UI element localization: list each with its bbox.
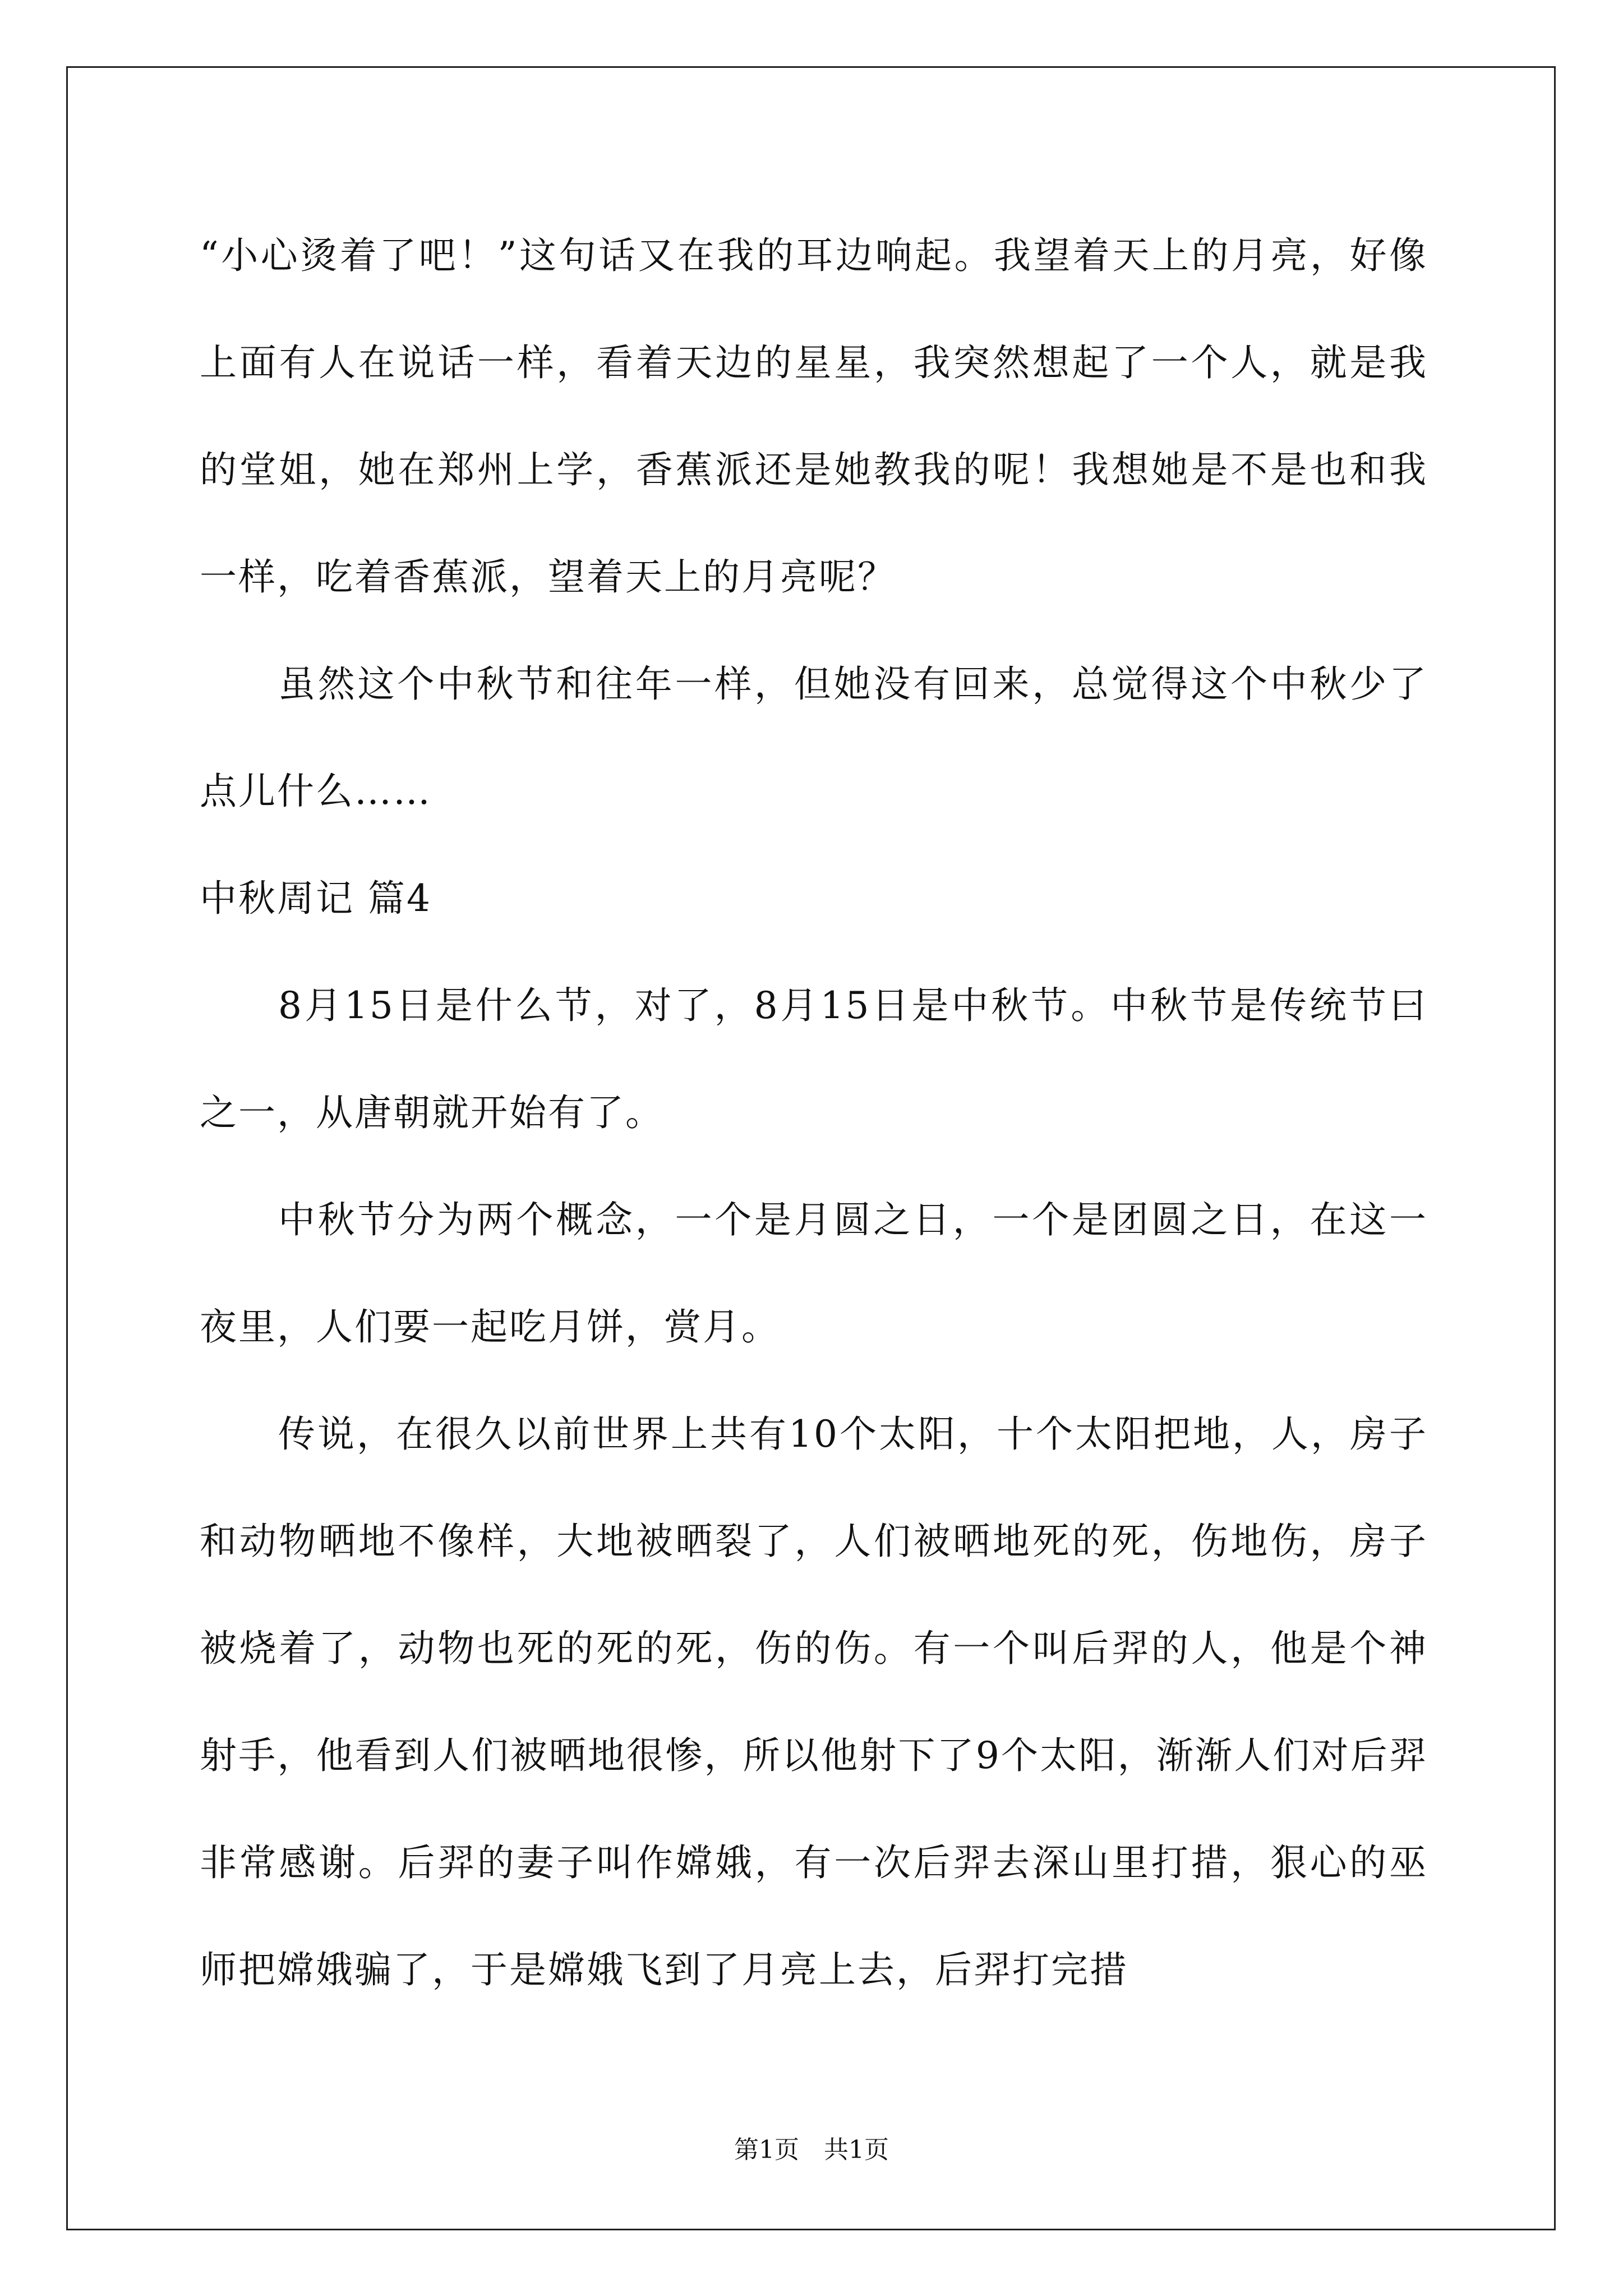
paragraph: 虽然这个中秋节和往年一样，但她没有回来，总觉得这个中秋少了点儿什么…… bbox=[200, 662, 1428, 813]
paragraph: 中秋节分为两个概念，一个是月圆之日，一个是团圆之日，在这一夜里，人们要一起吃月饼，赏月。 bbox=[200, 1198, 1428, 1349]
paragraph: 8月15日是什么节，对了，8月15日是中秋节。中秋节是传统节曰之一，从唐朝就开始有了。 bbox=[200, 984, 1428, 1134]
paragraph: “小心烫着了吧！”这句话又在我的耳边响起。我望着天上的月亮，好像上面有人在说话一样，看着天边的星星，我突然想起了一个人，就是我的堂姐，她在郑州上学，香蕉派还是她教我的呢！我想她是不是也和我一样，吃着香蕉派，望着天上的月亮呢？ bbox=[200, 234, 1428, 599]
document-body bbox=[200, 202, 1428, 2023]
paragraph: 传说，在很久以前世界上共有10个太阳，十个太阳把地，人，房子和动物晒地不像样，大地被晒裂了，人们被晒地死的死，伤地伤，房子被烧着了，动物也死的死的死，伤的伤。有一个叫后羿的人，他是个神射手，他看到人们被晒地很惨，所以他射下了9个太阳，渐渐人们对后羿非常感谢。后羿的妻子叫作嫦娥，有一次后羿去深山里打措，狠心的巫师把嫦娥骗了，于是嫦娥飞到了月亮上去，后羿打完措 bbox=[200, 1412, 1428, 1991]
page-number-footer: 第1页 共1页 bbox=[734, 2136, 889, 2164]
section-heading: 中秋周记 篇4 bbox=[200, 877, 432, 920]
